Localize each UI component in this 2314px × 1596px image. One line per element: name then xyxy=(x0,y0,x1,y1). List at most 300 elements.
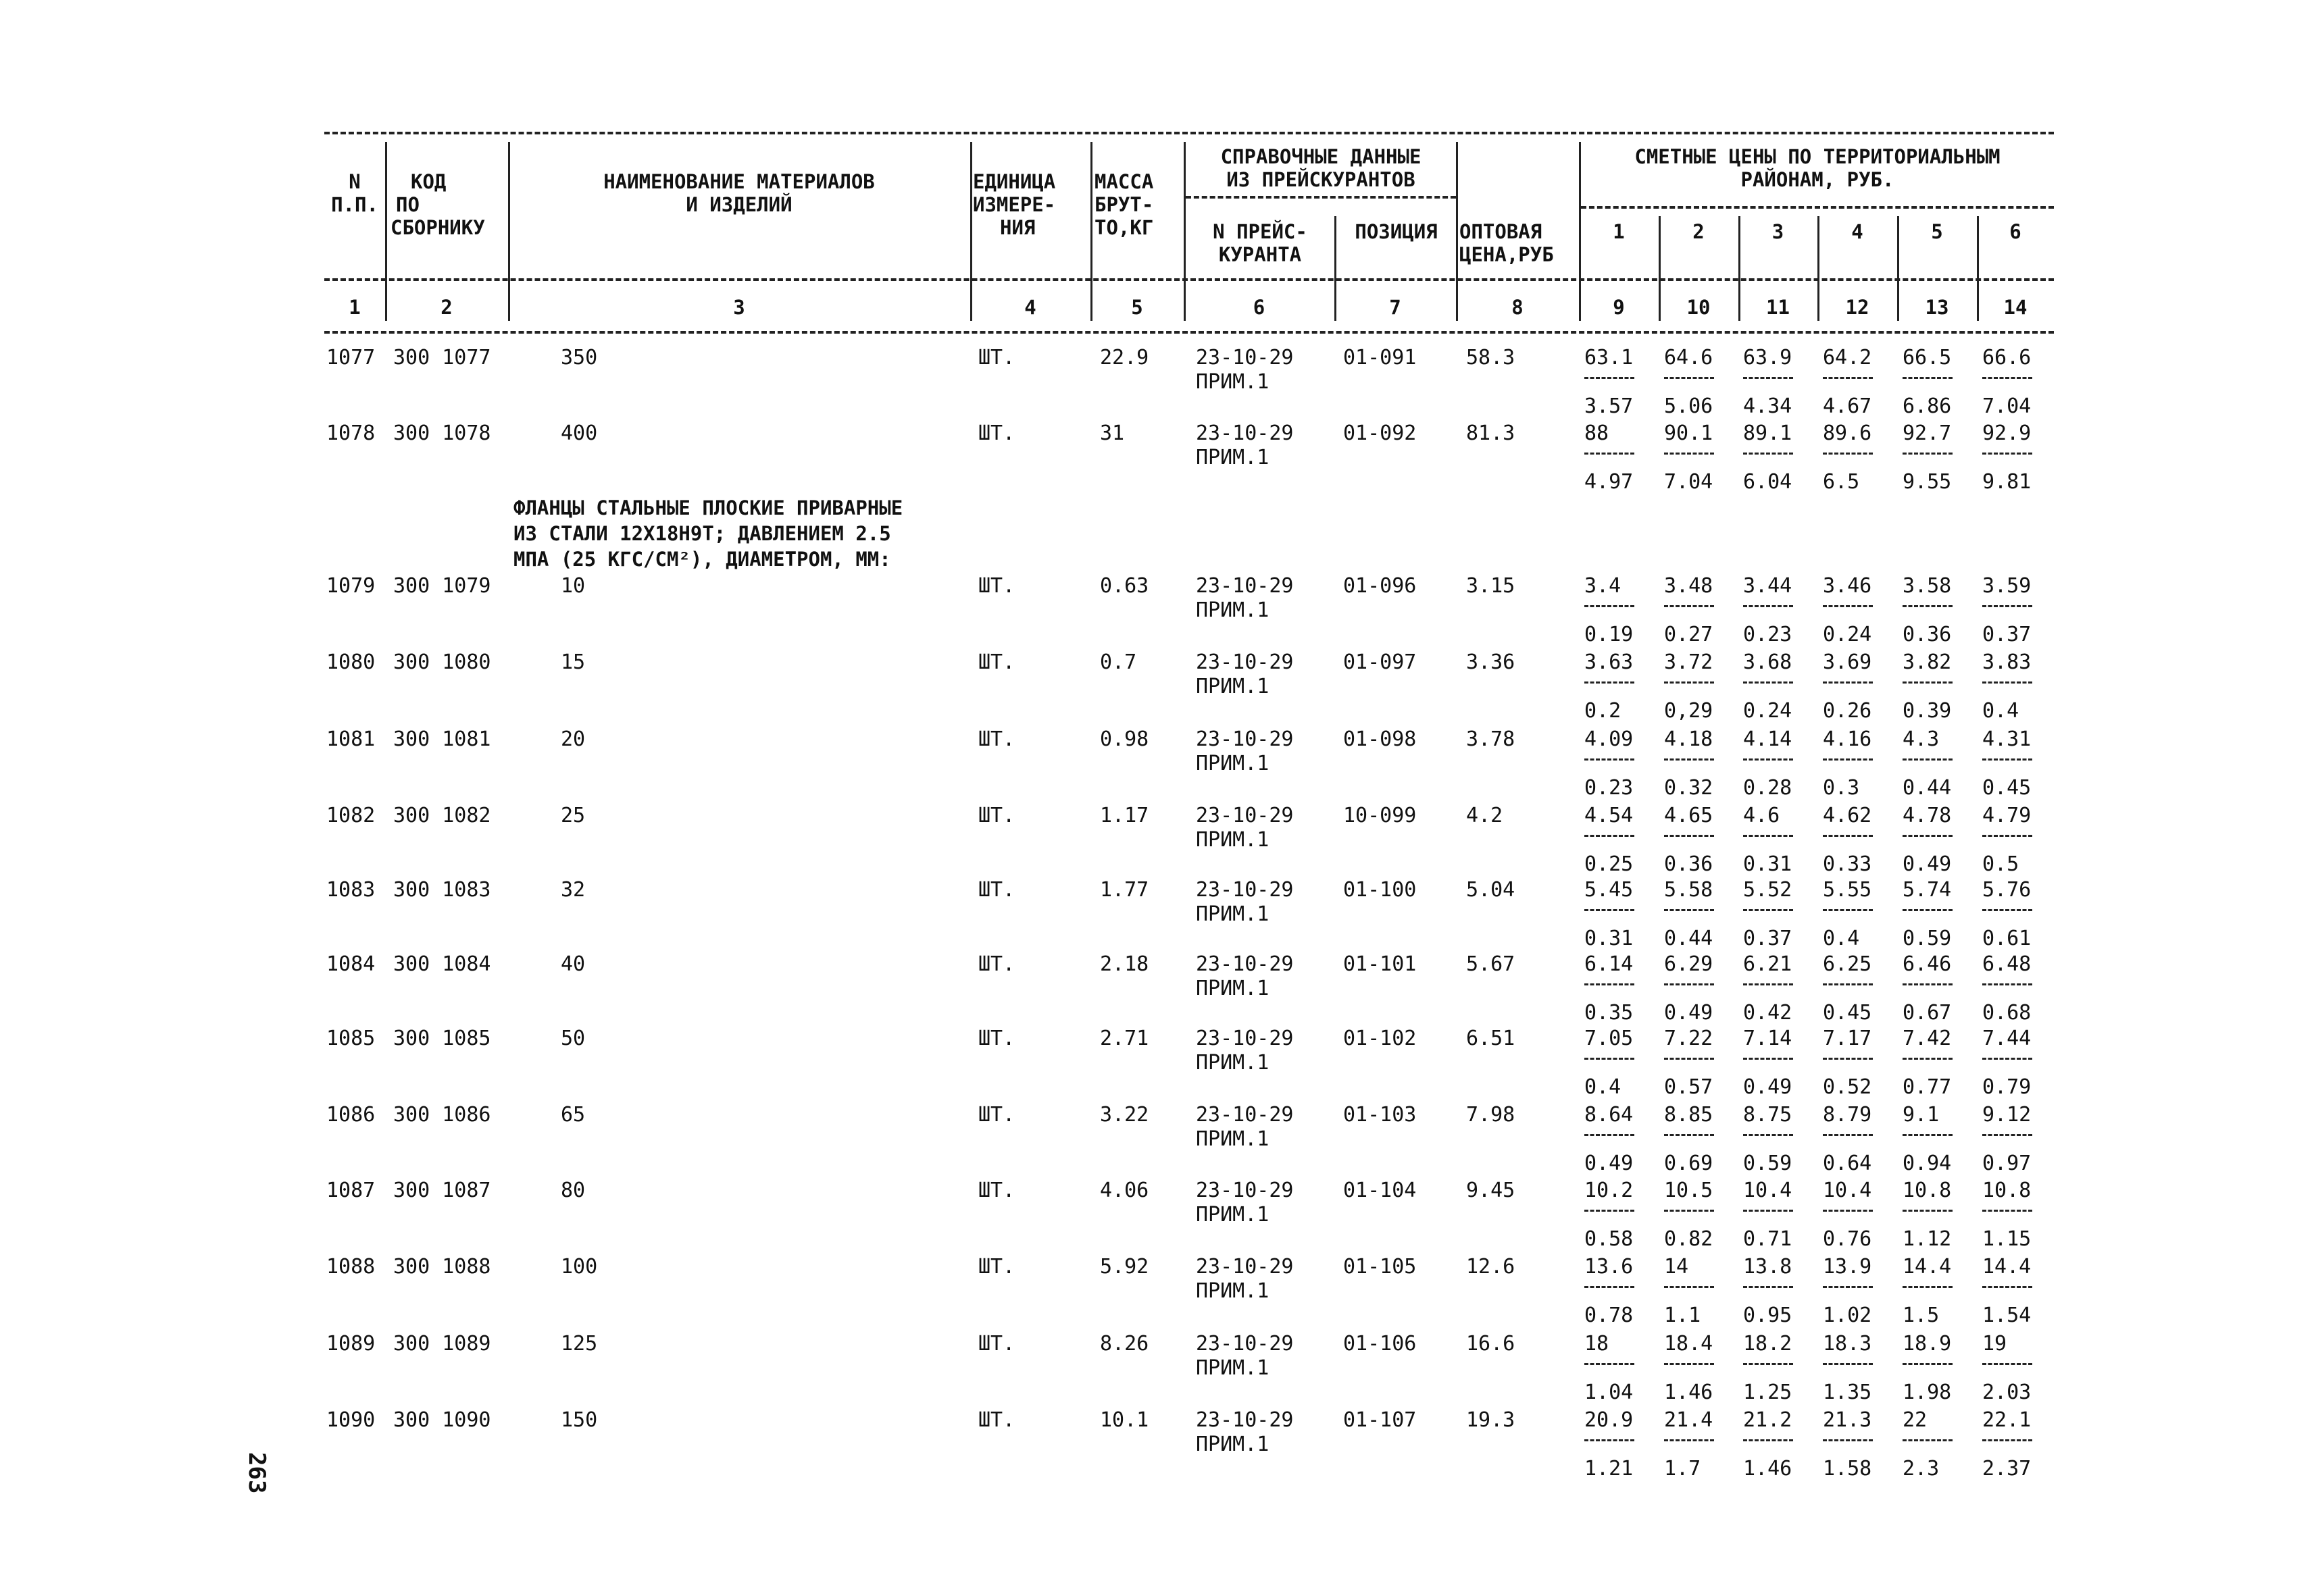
row-mass: 2.71 xyxy=(1100,1027,1149,1050)
row-number: 1088 xyxy=(326,1255,376,1279)
row-unit: ШТ. xyxy=(978,1179,1015,1202)
fraction-line xyxy=(1823,1058,1873,1060)
row-price-numerator: 7.44 xyxy=(1982,1027,2032,1050)
row-price-denominator: 0.4 xyxy=(1584,1075,1621,1099)
row-price-denominator: 1.15 xyxy=(1982,1227,2032,1251)
fraction-line xyxy=(1743,1439,1793,1441)
fraction-line xyxy=(1584,1286,1634,1288)
row-price-numerator: 89.1 xyxy=(1743,421,1792,445)
header-separator xyxy=(1090,142,1092,321)
header-col-3: НАИМЕНОВАНИЕ МАТЕРИАЛОВ И ИЗДЕЛИЙ xyxy=(603,170,875,216)
row-price-numerator: 6.29 xyxy=(1664,952,1713,976)
row-price-denominator: 0.49 xyxy=(1903,852,1952,876)
row-name: 40 xyxy=(561,952,586,976)
row-price-denominator: 0.49 xyxy=(1584,1152,1634,1175)
row-mass: 0.7 xyxy=(1100,650,1137,674)
header-col-2: КОД ПО СБОРНИКУ xyxy=(391,170,485,239)
row-price-numerator: 3.48 xyxy=(1664,574,1713,598)
row-price-numerator: 14 xyxy=(1664,1255,1689,1279)
fraction-line xyxy=(1982,681,2032,684)
fraction-line xyxy=(1823,1286,1873,1288)
row-price-numerator: 92.7 xyxy=(1903,421,1952,445)
fraction-line xyxy=(1823,1363,1873,1365)
fraction-line xyxy=(1903,1134,1953,1136)
district-label: 3 xyxy=(1771,220,1784,243)
row-price-list: 23-10-29 xyxy=(1196,574,1294,598)
row-price-denominator: 0.27 xyxy=(1664,623,1713,646)
row-position: 10-099 xyxy=(1343,804,1417,827)
row-price-denominator: 1.58 xyxy=(1823,1457,1872,1481)
row-unit: ШТ. xyxy=(978,1408,1015,1432)
row-price-denominator: 1.1 xyxy=(1664,1304,1701,1327)
fraction-line xyxy=(1903,605,1953,607)
row-price-numerator: 21.3 xyxy=(1823,1408,1872,1432)
row-wholesale: 6.51 xyxy=(1466,1027,1515,1050)
row-price-numerator: 6.48 xyxy=(1982,952,2032,976)
row-price-denominator: 0.59 xyxy=(1743,1152,1792,1175)
fraction-line xyxy=(1584,453,1634,455)
row-price-denominator: 0.49 xyxy=(1664,1001,1713,1025)
row-code: 300 1089 xyxy=(393,1332,491,1356)
row-price-numerator: 8.64 xyxy=(1584,1103,1634,1127)
header-col-7: ПОЗИЦИЯ xyxy=(1355,220,1438,243)
fraction-line xyxy=(1664,1286,1714,1288)
fraction-line xyxy=(1743,1058,1793,1060)
row-price-numerator: 8.79 xyxy=(1823,1103,1872,1127)
row-price-numerator: 4.79 xyxy=(1982,804,2032,827)
row-price-numerator: 66.6 xyxy=(1982,346,2032,369)
row-price-denominator: 2.3 xyxy=(1903,1457,1940,1481)
header-col-1: N П.П. xyxy=(331,170,378,216)
row-unit: ШТ. xyxy=(978,1027,1015,1050)
row-price-numerator: 7.14 xyxy=(1743,1027,1792,1050)
row-position: 01-103 xyxy=(1343,1103,1417,1127)
row-price-denominator: 1.12 xyxy=(1903,1227,1952,1251)
row-price-denominator: 0.19 xyxy=(1584,623,1634,646)
fraction-line xyxy=(1823,377,1873,379)
header-col-6: N ПРЕЙС- КУРАНТА xyxy=(1213,220,1307,266)
row-price-denominator: 0.36 xyxy=(1903,623,1952,646)
row-price-numerator: 63.1 xyxy=(1584,346,1634,369)
price-subheader-rule xyxy=(1581,206,2054,209)
row-name: 80 xyxy=(561,1179,586,1202)
row-price-numerator: 4.6 xyxy=(1743,804,1780,827)
fraction-line xyxy=(1982,909,2032,911)
row-wholesale: 5.67 xyxy=(1466,952,1515,976)
fraction-line xyxy=(1982,1134,2032,1136)
row-code: 300 1086 xyxy=(393,1103,491,1127)
row-price-list: 23-10-29 xyxy=(1196,878,1294,902)
row-price-list: 23-10-29 xyxy=(1196,421,1294,445)
row-price-numerator: 4.65 xyxy=(1664,804,1713,827)
row-price-denominator: 0.24 xyxy=(1743,699,1792,723)
fraction-line xyxy=(1903,1439,1953,1441)
row-note: ПРИМ.1 xyxy=(1196,977,1269,1000)
fraction-line xyxy=(1903,1286,1953,1288)
fraction-line xyxy=(1743,1210,1793,1212)
fraction-line xyxy=(1982,453,2032,455)
row-price-numerator: 19 xyxy=(1982,1332,2007,1356)
fraction-line xyxy=(1584,909,1634,911)
row-price-numerator: 3.68 xyxy=(1743,650,1792,674)
row-code: 300 1082 xyxy=(393,804,491,827)
fraction-line xyxy=(1743,1363,1793,1365)
fraction-line xyxy=(1664,1058,1714,1060)
row-position: 01-105 xyxy=(1343,1255,1417,1279)
row-price-numerator: 7.05 xyxy=(1584,1027,1634,1050)
row-price-denominator: 1.7 xyxy=(1664,1457,1701,1481)
row-number: 1084 xyxy=(326,952,376,976)
row-number: 1079 xyxy=(326,574,376,598)
row-price-denominator: 0.61 xyxy=(1982,927,2032,950)
row-price-numerator: 4.3 xyxy=(1903,727,1940,751)
row-price-denominator: 4.34 xyxy=(1743,394,1792,418)
row-price-numerator: 89.6 xyxy=(1823,421,1872,445)
row-price-denominator: 0.26 xyxy=(1823,699,1872,723)
row-note: ПРИМ.1 xyxy=(1196,675,1269,698)
row-price-denominator: 1.98 xyxy=(1903,1381,1952,1404)
row-price-numerator: 3.46 xyxy=(1823,574,1872,598)
row-price-denominator: 0.77 xyxy=(1903,1075,1952,1099)
row-price-numerator: 4.18 xyxy=(1664,727,1713,751)
row-price-numerator: 6.46 xyxy=(1903,952,1952,976)
header-separator xyxy=(508,142,510,321)
fraction-line xyxy=(1743,1286,1793,1288)
row-price-numerator: 4.16 xyxy=(1823,727,1872,751)
row-price-numerator: 4.78 xyxy=(1903,804,1952,827)
row-price-denominator: 0.94 xyxy=(1903,1152,1952,1175)
row-price-numerator: 6.21 xyxy=(1743,952,1792,976)
fraction-line xyxy=(1664,758,1714,761)
fraction-line xyxy=(1982,983,2032,985)
column-number: 13 xyxy=(1925,296,1949,319)
row-price-list: 23-10-29 xyxy=(1196,346,1294,369)
row-price-denominator: 6.86 xyxy=(1903,394,1952,418)
row-price-denominator: 0.45 xyxy=(1982,776,2032,800)
column-number: 12 xyxy=(1845,296,1869,319)
row-name: 65 xyxy=(561,1103,586,1127)
row-price-numerator: 10.4 xyxy=(1743,1179,1792,1202)
row-price-numerator: 22.1 xyxy=(1982,1408,2032,1432)
row-unit: ШТ. xyxy=(978,1103,1015,1127)
row-price-numerator: 9.1 xyxy=(1903,1103,1940,1127)
fraction-line xyxy=(1903,377,1953,379)
row-price-denominator: 0.71 xyxy=(1743,1227,1792,1251)
row-unit: ШТ. xyxy=(978,346,1015,369)
fraction-line xyxy=(1823,681,1873,684)
row-price-numerator: 10.8 xyxy=(1903,1179,1952,1202)
row-price-numerator: 22 xyxy=(1903,1408,1928,1432)
row-price-denominator: 1.46 xyxy=(1743,1457,1792,1481)
row-number: 1080 xyxy=(326,650,376,674)
row-price-list: 23-10-29 xyxy=(1196,1332,1294,1356)
row-price-denominator: 9.55 xyxy=(1903,470,1952,494)
row-price-numerator: 64.6 xyxy=(1664,346,1713,369)
row-price-list: 23-10-29 xyxy=(1196,1255,1294,1279)
row-mass: 5.92 xyxy=(1100,1255,1149,1279)
row-price-numerator: 10.5 xyxy=(1664,1179,1713,1202)
row-mass: 31 xyxy=(1100,421,1125,445)
row-price-numerator: 13.8 xyxy=(1743,1255,1792,1279)
fraction-line xyxy=(1982,1286,2032,1288)
row-price-denominator: 0.58 xyxy=(1584,1227,1634,1251)
row-price-denominator: 0.37 xyxy=(1743,927,1792,950)
row-name: 50 xyxy=(561,1027,586,1050)
row-position: 01-097 xyxy=(1343,650,1417,674)
row-name: 32 xyxy=(561,878,586,902)
row-price-numerator: 5.55 xyxy=(1823,878,1872,902)
row-price-numerator: 14.4 xyxy=(1903,1255,1952,1279)
row-name: 100 xyxy=(561,1255,598,1279)
column-number: 5 xyxy=(1131,296,1143,319)
table-top-rule xyxy=(324,132,2054,134)
row-price-list: 23-10-29 xyxy=(1196,1408,1294,1432)
row-price-numerator: 3.58 xyxy=(1903,574,1952,598)
row-price-denominator: 0.39 xyxy=(1903,699,1952,723)
row-code: 300 1080 xyxy=(393,650,491,674)
row-code: 300 1083 xyxy=(393,878,491,902)
row-code: 300 1088 xyxy=(393,1255,491,1279)
row-price-numerator: 8.85 xyxy=(1664,1103,1713,1127)
fraction-line xyxy=(1823,835,1873,837)
fraction-line xyxy=(1584,681,1634,684)
row-price-numerator: 10.8 xyxy=(1982,1179,2032,1202)
district-label: 1 xyxy=(1613,220,1625,243)
row-wholesale: 5.04 xyxy=(1466,878,1515,902)
fraction-line xyxy=(1664,983,1714,985)
row-wholesale: 4.2 xyxy=(1466,804,1503,827)
row-position: 01-096 xyxy=(1343,574,1417,598)
fraction-line xyxy=(1743,983,1793,985)
row-price-numerator: 3.59 xyxy=(1982,574,2032,598)
row-mass: 1.77 xyxy=(1100,878,1149,902)
row-price-denominator: 0.97 xyxy=(1982,1152,2032,1175)
fraction-line xyxy=(1664,453,1714,455)
row-note: ПРИМ.1 xyxy=(1196,1279,1269,1303)
fraction-line xyxy=(1584,835,1634,837)
fraction-line xyxy=(1584,377,1634,379)
row-price-list: 23-10-29 xyxy=(1196,650,1294,674)
header-ref-group: СПРАВОЧНЫЕ ДАННЫЕ ИЗ ПРЕЙСКУРАНТОВ xyxy=(1220,145,1422,191)
row-number: 1085 xyxy=(326,1027,376,1050)
row-price-denominator: 0.5 xyxy=(1982,852,2019,876)
row-price-list: 23-10-29 xyxy=(1196,727,1294,751)
row-code: 300 1077 xyxy=(393,346,491,369)
row-price-numerator: 20.9 xyxy=(1584,1408,1634,1432)
row-price-denominator: 0.25 xyxy=(1584,852,1634,876)
row-price-denominator: 1.5 xyxy=(1903,1304,1940,1327)
row-price-numerator: 13.6 xyxy=(1584,1255,1634,1279)
row-wholesale: 7.98 xyxy=(1466,1103,1515,1127)
fraction-line xyxy=(1584,1210,1634,1212)
column-number: 7 xyxy=(1389,296,1401,319)
header-separator xyxy=(385,142,387,321)
row-price-numerator: 90.1 xyxy=(1664,421,1713,445)
row-number: 1082 xyxy=(326,804,376,827)
row-price-denominator: 1.46 xyxy=(1664,1381,1713,1404)
row-price-denominator: 0.44 xyxy=(1903,776,1952,800)
row-price-denominator: 0.44 xyxy=(1664,927,1713,950)
district-label: 2 xyxy=(1692,220,1705,243)
row-price-denominator: 0.52 xyxy=(1823,1075,1872,1099)
fraction-line xyxy=(1584,605,1634,607)
row-price-numerator: 5.76 xyxy=(1982,878,2032,902)
row-unit: ШТ. xyxy=(978,1332,1015,1356)
row-price-numerator: 64.2 xyxy=(1823,346,1872,369)
fraction-line xyxy=(1903,909,1953,911)
fraction-line xyxy=(1664,377,1714,379)
fraction-line xyxy=(1823,1210,1873,1212)
row-mass: 1.17 xyxy=(1100,804,1149,827)
row-price-numerator: 7.42 xyxy=(1903,1027,1952,1050)
row-price-denominator: 0.3 xyxy=(1823,776,1860,800)
row-note: ПРИМ.1 xyxy=(1196,828,1269,852)
row-price-numerator: 63.9 xyxy=(1743,346,1792,369)
fraction-line xyxy=(1903,1058,1953,1060)
row-price-numerator: 5.58 xyxy=(1664,878,1713,902)
row-price-denominator: 4.67 xyxy=(1823,394,1872,418)
row-price-denominator: 0.49 xyxy=(1743,1075,1792,1099)
row-price-numerator: 18 xyxy=(1584,1332,1609,1356)
row-price-numerator: 4.54 xyxy=(1584,804,1634,827)
row-position: 01-098 xyxy=(1343,727,1417,751)
fraction-line xyxy=(1664,909,1714,911)
fraction-line xyxy=(1823,453,1873,455)
row-price-denominator: 0.4 xyxy=(1823,927,1860,950)
fraction-line xyxy=(1664,835,1714,837)
row-price-denominator: 3.57 xyxy=(1584,394,1634,418)
row-note: ПРИМ.1 xyxy=(1196,370,1269,394)
row-price-numerator: 9.12 xyxy=(1982,1103,2032,1127)
fraction-line xyxy=(1584,1134,1634,1136)
row-price-denominator: 0.78 xyxy=(1584,1304,1634,1327)
row-wholesale: 12.6 xyxy=(1466,1255,1515,1279)
row-price-numerator: 8.75 xyxy=(1743,1103,1792,1127)
fraction-line xyxy=(1982,605,2032,607)
row-price-denominator: 0,29 xyxy=(1664,699,1713,723)
row-mass: 3.22 xyxy=(1100,1103,1149,1127)
header-col-5: МАССА БРУТ- ТО,КГ xyxy=(1095,170,1154,239)
page-number: 263 xyxy=(243,1452,270,1494)
row-price-numerator: 88 xyxy=(1584,421,1609,445)
fraction-line xyxy=(1743,377,1793,379)
row-price-numerator: 6.25 xyxy=(1823,952,1872,976)
row-note: ПРИМ.1 xyxy=(1196,1433,1269,1456)
fraction-line xyxy=(1584,1363,1634,1365)
row-unit: ШТ. xyxy=(978,878,1015,902)
row-price-denominator: 0.64 xyxy=(1823,1152,1872,1175)
header-bottom-rule xyxy=(324,278,2054,281)
fraction-line xyxy=(1823,1439,1873,1441)
row-price-denominator: 1.02 xyxy=(1823,1304,1872,1327)
fraction-line xyxy=(1823,983,1873,985)
row-unit: ШТ. xyxy=(978,650,1015,674)
fraction-line xyxy=(1903,983,1953,985)
row-price-denominator: 0.23 xyxy=(1743,623,1792,646)
row-code: 300 1085 xyxy=(393,1027,491,1050)
row-price-denominator: 2.37 xyxy=(1982,1457,2032,1481)
ref-subheader-rule xyxy=(1186,196,1456,199)
row-price-denominator: 0.45 xyxy=(1823,1001,1872,1025)
fraction-line xyxy=(1903,835,1953,837)
row-position: 01-092 xyxy=(1343,421,1417,445)
row-price-denominator: 5.06 xyxy=(1664,394,1713,418)
row-price-denominator: 0.23 xyxy=(1584,776,1634,800)
fraction-line xyxy=(1982,1210,2032,1212)
row-unit: ШТ. xyxy=(978,804,1015,827)
row-price-denominator: 7.04 xyxy=(1982,394,2032,418)
row-mass: 0.63 xyxy=(1100,574,1149,598)
row-wholesale: 58.3 xyxy=(1466,346,1515,369)
row-price-denominator: 0.32 xyxy=(1664,776,1713,800)
row-price-denominator: 0.67 xyxy=(1903,1001,1952,1025)
fraction-line xyxy=(1664,1210,1714,1212)
fraction-line xyxy=(1903,681,1953,684)
row-mass: 22.9 xyxy=(1100,346,1149,369)
header-col-8: ОПТОВАЯ ЦЕНА,РУБ xyxy=(1459,220,1554,266)
fraction-line xyxy=(1584,983,1634,985)
row-code: 300 1081 xyxy=(393,727,491,751)
column-number: 9 xyxy=(1613,296,1625,319)
row-mass: 0.98 xyxy=(1100,727,1149,751)
row-name: 400 xyxy=(561,421,598,445)
fraction-line xyxy=(1823,1134,1873,1136)
row-price-numerator: 3.4 xyxy=(1584,574,1621,598)
row-name: 350 xyxy=(561,346,598,369)
row-number: 1087 xyxy=(326,1179,376,1202)
fraction-line xyxy=(1982,377,2032,379)
row-number: 1086 xyxy=(326,1103,376,1127)
fraction-line xyxy=(1664,1439,1714,1441)
row-price-denominator: 1.21 xyxy=(1584,1457,1634,1481)
row-price-numerator: 5.45 xyxy=(1584,878,1634,902)
row-note: ПРИМ.1 xyxy=(1196,902,1269,926)
row-price-numerator: 4.09 xyxy=(1584,727,1634,751)
row-number: 1078 xyxy=(326,421,376,445)
row-price-denominator: 1.25 xyxy=(1743,1381,1792,1404)
row-mass: 2.18 xyxy=(1100,952,1149,976)
fraction-line xyxy=(1743,835,1793,837)
row-wholesale: 3.15 xyxy=(1466,574,1515,598)
column-numbers-rule xyxy=(324,331,2054,334)
row-price-denominator: 0.36 xyxy=(1664,852,1713,876)
row-price-numerator: 92.9 xyxy=(1982,421,2032,445)
row-wholesale: 16.6 xyxy=(1466,1332,1515,1356)
row-wholesale: 9.45 xyxy=(1466,1179,1515,1202)
row-mass: 10.1 xyxy=(1100,1408,1149,1432)
row-price-numerator: 21.4 xyxy=(1664,1408,1713,1432)
row-name: 125 xyxy=(561,1332,598,1356)
district-label: 6 xyxy=(2009,220,2021,243)
row-price-denominator: 0.35 xyxy=(1584,1001,1634,1025)
row-price-numerator: 3.82 xyxy=(1903,650,1952,674)
row-price-numerator: 21.2 xyxy=(1743,1408,1792,1432)
row-price-numerator: 18.3 xyxy=(1823,1332,1872,1356)
row-position: 01-102 xyxy=(1343,1027,1417,1050)
fraction-line xyxy=(1982,1439,2032,1441)
fraction-line xyxy=(1903,758,1953,761)
row-unit: ШТ. xyxy=(978,952,1015,976)
column-number: 14 xyxy=(2003,296,2028,319)
column-number: 10 xyxy=(1686,296,1711,319)
fraction-line xyxy=(1982,835,2032,837)
row-price-denominator: 0.69 xyxy=(1664,1152,1713,1175)
row-code: 300 1078 xyxy=(393,421,491,445)
row-price-numerator: 3.69 xyxy=(1823,650,1872,674)
column-number: 8 xyxy=(1511,296,1524,319)
row-price-numerator: 7.22 xyxy=(1664,1027,1713,1050)
row-mass: 4.06 xyxy=(1100,1179,1149,1202)
